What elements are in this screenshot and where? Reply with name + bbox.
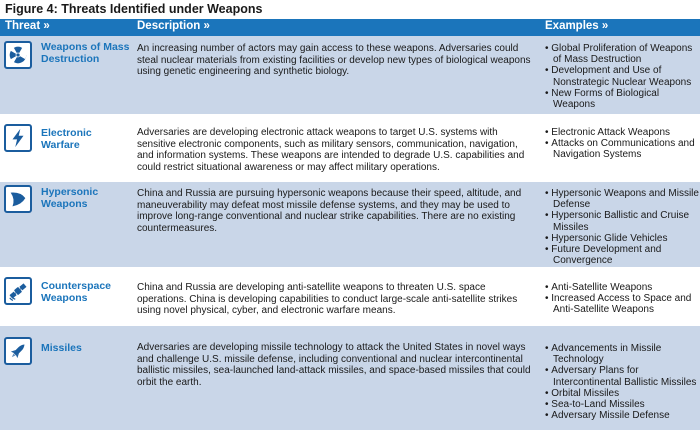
example-item: • Attacks on Communications and Navigation Systems bbox=[545, 138, 700, 160]
example-item: • Global Proliferation of Weapons of Mass Destruction bbox=[545, 43, 700, 65]
header-threat: Threat » bbox=[5, 20, 50, 32]
example-item: • Adversary Plans for Intercontinental Ballistic Missiles bbox=[545, 365, 700, 387]
threat-description: Adversaries are developing electronic attack weapons to target U.S. systems with sensitive electronic components, such as military sensors, communication, navigation, and information systems. These weapons are intended to degrade U.S. capabilities and could restrict situational awareness or may affect military operations. bbox=[137, 127, 525, 173]
radiation-icon bbox=[4, 41, 32, 69]
hypersonic-glider-icon bbox=[4, 185, 32, 213]
table-row bbox=[0, 182, 700, 267]
threat-name: Hypersonic Weapons bbox=[41, 186, 99, 210]
table-row bbox=[0, 120, 700, 180]
header-examples: Examples » bbox=[545, 20, 609, 32]
example-item: • Orbital Missiles bbox=[545, 388, 700, 399]
threat-description: Adversaries are developing missile technology to attack the United States in novel ways and challenge U.S. missile defense, including conventional and nuclear intercontinental ballistic missiles, sea-launched land-attack missiles, and space-based missiles that could orbit the earth. bbox=[137, 342, 531, 388]
example-item: • New Forms of Biological Weapons bbox=[545, 88, 700, 110]
example-item: • Development and Use of Nonstrategic Nuclear Weapons bbox=[545, 65, 700, 87]
example-item: • Hypersonic Ballistic and Cruise Missiles bbox=[545, 210, 700, 232]
missile-icon bbox=[4, 337, 32, 365]
examples-list bbox=[545, 43, 700, 110]
figure-title: Figure 4: Threats Identified under Weapons bbox=[5, 2, 263, 16]
threat-name: Missiles bbox=[41, 342, 82, 354]
threat-name: Weapons of Mass Destruction bbox=[41, 41, 130, 65]
example-item: • Anti-Satellite Weapons bbox=[545, 282, 700, 293]
table-row bbox=[0, 326, 700, 430]
table-row bbox=[0, 36, 700, 114]
example-item: • Adversary Missile Defense bbox=[545, 410, 700, 421]
examples-list bbox=[545, 343, 700, 421]
examples-list bbox=[545, 127, 700, 161]
threat-description: China and Russia are pursuing hypersonic weapons because their speed, altitude, and maneuverability may defeat most missile defense systems, and they may be used to improve long-range conventional and nuclear strike capabilities. There are no existing countermeasures. bbox=[137, 188, 522, 234]
example-item: • Hypersonic Weapons and Missile Defense bbox=[545, 188, 700, 210]
example-item: • Sea-to-Land Missiles bbox=[545, 399, 700, 410]
header-description: Description » bbox=[137, 20, 210, 32]
example-item: • Increased Access to Space and Anti-Satellite Weapons bbox=[545, 293, 700, 315]
threat-description: China and Russia are developing anti-satellite weapons to threaten U.S. space operations. China is developing capabilities to conduct large-scale anti-satellite strikes using novel physical, cyber, and electronic warfare means. bbox=[137, 282, 518, 317]
examples-list bbox=[545, 282, 700, 316]
example-item: • Advancements in Missile Technology bbox=[545, 343, 700, 365]
example-item: • Electronic Attack Weapons bbox=[545, 127, 700, 138]
example-item: • Hypersonic Glide Vehicles bbox=[545, 233, 700, 244]
threat-description: An increasing number of actors may gain access to these weapons. Adversaries could steal nuclear materials from existing facilities or develop new types of biological weapons using genetic engineering and synthetic biology. bbox=[137, 43, 531, 78]
lightning-icon bbox=[4, 124, 32, 152]
satellite-icon bbox=[4, 277, 32, 305]
example-item: • Future Development and Convergence bbox=[545, 244, 700, 266]
table-row bbox=[0, 271, 700, 321]
table-header bbox=[0, 19, 700, 36]
threat-name: Electronic Warfare bbox=[41, 127, 92, 151]
threat-name: Counterspace Weapons bbox=[41, 280, 112, 304]
examples-list bbox=[545, 188, 700, 266]
